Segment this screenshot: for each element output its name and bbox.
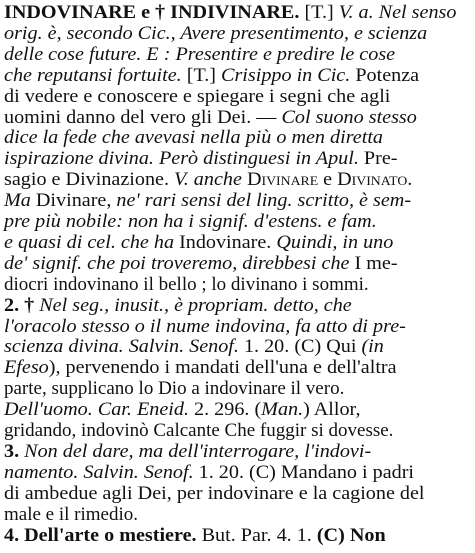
text-segment: l'oracolo stesso o il nume indovina, fa atto di pre- — [4, 315, 406, 337]
text-segment: de' signif. che poi troveremo, direbbesi che — [4, 252, 355, 274]
text-segment: ne' rari sensi del ling. scritto, è sem- — [116, 190, 412, 212]
text-segment: INDOVINARE e † INDIVINARE. — [4, 2, 300, 23]
text-segment: Divinare — [246, 169, 319, 191]
text-line — [4, 483, 425, 505]
text-segment: 4. Dell'arte o mestiere. — [4, 524, 197, 546]
text-line — [4, 86, 390, 108]
text-line — [4, 232, 393, 254]
text-segment: e quasi di cel. che ha — [4, 231, 180, 253]
text-line — [4, 336, 384, 358]
text-line — [4, 44, 395, 66]
text-segment: scienza divina. Salvin. Senof. — [4, 336, 239, 358]
text-segment: Quindi, in uno — [276, 231, 394, 253]
text-line — [4, 65, 419, 87]
text-segment: di ambedue agli Dei, per indovinare e la cagione del — [4, 482, 425, 504]
text-segment: e — [318, 169, 338, 191]
text-segment: 1. 20. (C) Mandano i padri — [193, 461, 415, 483]
text-segment: [T.] — [299, 2, 339, 23]
text-segment: Efeso — [4, 357, 49, 379]
text-segment: [T.] — [186, 64, 222, 86]
text-segment: 3. — [4, 440, 25, 462]
text-line — [4, 378, 344, 400]
text-line — [4, 211, 377, 233]
text-line — [4, 169, 412, 191]
text-line — [4, 504, 138, 526]
text-segment: Divinare, — [35, 190, 117, 212]
text-segment: Non del dare, ma dell'interrogare, l'indovi- — [24, 440, 372, 462]
text-segment: 2. † — [4, 294, 40, 316]
text-line — [4, 357, 397, 379]
text-line — [4, 2, 456, 24]
text-segment: sagio e Divinazione. — [4, 169, 175, 191]
text-segment: che reputansi fortuite. — [4, 64, 187, 86]
text-segment: Indovinare. — [179, 231, 277, 253]
text-line — [4, 127, 383, 149]
text-line — [4, 462, 414, 484]
text-segment: I me- — [354, 252, 398, 274]
text-line — [4, 441, 371, 463]
text-line — [4, 148, 397, 170]
text-segment: ) Allor, — [303, 399, 361, 421]
text-segment: Nel seg., inusit., è propriam. detto, che — [39, 294, 352, 316]
text-segment: Col suono stesso — [281, 106, 417, 128]
text-line — [4, 295, 352, 317]
text-segment: But. Par. 4. 1. — [196, 524, 317, 546]
text-line — [4, 23, 427, 45]
text-segment: ispirazione divina. Però distinguesi in Apul. — [4, 148, 359, 170]
text-segment: delle cose future. E : Presentire e predire le cose — [4, 43, 396, 65]
text-line — [4, 420, 393, 442]
text-line — [4, 316, 406, 338]
text-line — [4, 399, 360, 421]
text-segment: male e il rimedio. — [4, 503, 139, 525]
text-segment: pre più nobile: non ha i signif. d'estens. e fam. — [4, 211, 377, 232]
text-line — [4, 253, 398, 275]
text-segment: uomini danno del vero gli Dei. — — [4, 106, 282, 128]
text-line — [4, 107, 417, 129]
text-segment: Man. — [261, 399, 304, 421]
text-line — [4, 190, 411, 212]
text-segment: Dell'uomo. Car. Eneid. — [4, 399, 190, 421]
text-segment: Ma — [4, 190, 36, 212]
text-segment: V. anche — [174, 169, 247, 191]
text-segment: (in — [361, 336, 384, 358]
text-segment: di vedere e conoscere e spiegare i segni che agli — [4, 85, 391, 107]
text-segment: Crisippo in Cic. — [221, 64, 351, 86]
text-segment: Divinato. — [337, 169, 413, 191]
text-segment: Potenza — [350, 64, 420, 86]
text-segment: dice la fede che avevasi nella più o men diretta — [4, 127, 383, 149]
text-segment: namento. Salvin. Senof. — [4, 461, 194, 483]
text-line — [4, 274, 369, 296]
text-segment: orig. è, secondo Cic., Avere presentimento, e scienza — [4, 22, 428, 44]
text-segment: diocri indovinano il bello ; lo divinano i sommi. — [4, 273, 369, 295]
text-segment: (C) Non — [316, 524, 386, 546]
text-segment: ), pervenendo i mandati dell'una e dell'altra — [48, 357, 397, 379]
text-segment: gridando, indovinò Calcante Che fuggir si dovesse. — [4, 420, 394, 441]
text-segment: 1. 20. (C) Qui — [238, 336, 362, 358]
text-line — [4, 525, 386, 547]
text-segment: Pre- — [358, 148, 398, 170]
text-segment: parte, supplicano lo Dio a indovinare il vero. — [4, 378, 345, 400]
text-segment: V. a. Nel senso — [338, 2, 457, 23]
text-segment: 2. 296. ( — [189, 399, 262, 421]
